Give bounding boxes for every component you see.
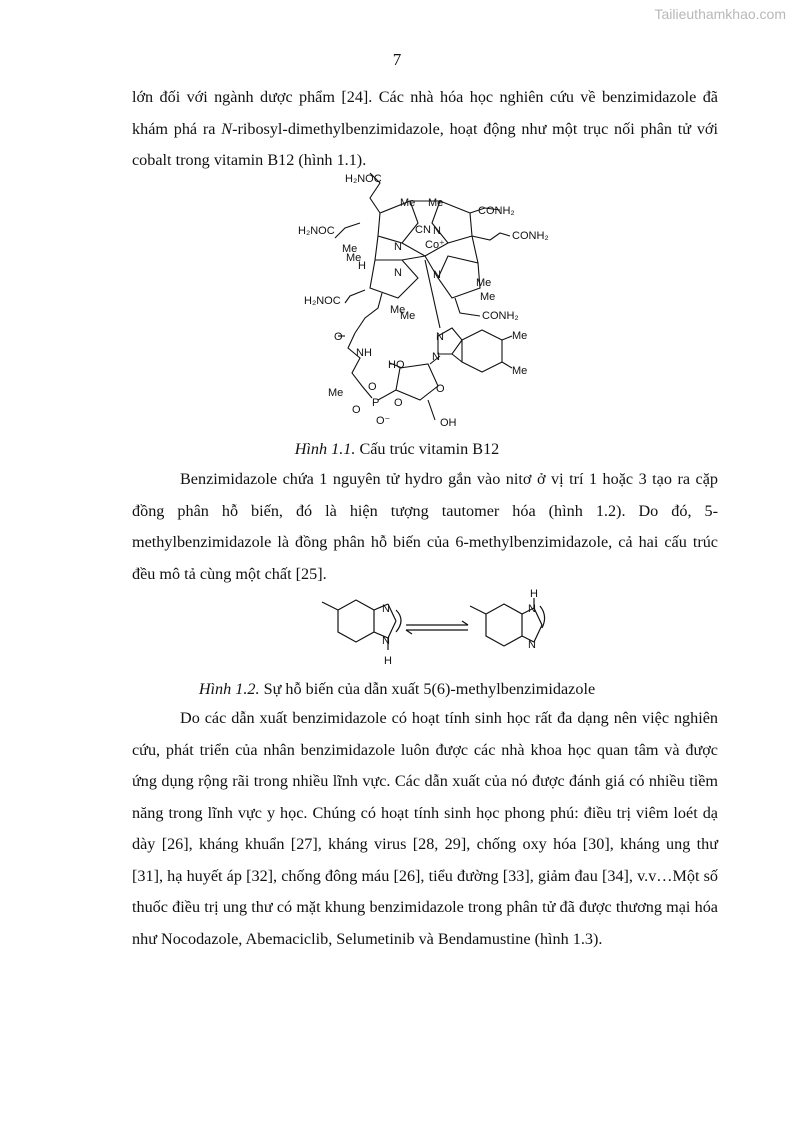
paragraph-2: Benzimidazole chứa 1 nguyên tử hydro gắn vào nitơ ở vị trí 1 hoặc 3 tạo ra cặp đồng phân hỗ biến, đó là hiện tượng tautomer hóa (hình 1.2). Do đó, 5-methylbenzimidazole là đồng phân hỗ biến của 6-methylbenzimidazole, cả hai cấu trúc đều mô tả cùng một chất [25].	[132, 470, 718, 583]
page-number: 7	[392, 50, 402, 69]
atom-n: N	[433, 225, 441, 237]
atom-n: N	[382, 603, 390, 615]
atom-me: Me	[512, 330, 528, 342]
italic-n: N	[221, 119, 233, 138]
paragraph-1: lớn đối với ngành dược phẩm [24]. Các nhà hóa học nghiên cứu về benzimidazole đã khám phá ra N-ribosyl-dimethylbenzimidazole, hoạt động như một trục nối phân tử với cobalt trong vitamin B12 (hình 1.1).	[132, 88, 718, 169]
atom-me: Me	[400, 197, 416, 209]
atom-p: P	[372, 397, 380, 409]
atom-me: Me	[512, 365, 528, 377]
atom-ho: HO	[388, 359, 405, 371]
atom-h: H	[358, 260, 366, 272]
atom-conh2-b: CONH₂	[512, 230, 549, 242]
atom-me: Me	[476, 277, 492, 289]
atom-o: O	[368, 381, 377, 393]
atom-me: Me	[346, 252, 362, 264]
atom-h2noc-top: H₂NOC	[345, 173, 382, 185]
atom-n: N	[394, 267, 402, 279]
atom-o: O	[394, 397, 403, 409]
atom-h: H	[530, 588, 538, 600]
atom-o: O	[334, 331, 343, 343]
vitamin-b12-structure	[290, 168, 570, 434]
paragraph-3: Do các dẫn xuất benzimidazole có hoạt tính sinh học rất đa dạng nên việc nghiên cứu, phát triển của nhân benzimidazole luôn được các nhà khoa học quan tâm và được ứng dụng rộng rãi trong nhiều lĩnh vực. Các dẫn xuất của nó được đánh giá có nhiều tiềm năng trong lĩnh vực y học. Chúng có hoạt tính sinh học phong phú: điều trị viêm loét dạ dày [26], kháng khuẩn [27], kháng virus [28, 29], chống oxy hóa [30], kháng ung thư [31], hạ huyết áp [32], chống đông máu [26], tiểu đường [33], giảm đau [34], v.v…Một số thuốc điều trị ung thư có mặt khung benzimidazole trong phân tử đã được thương mại hóa như Nocodazole, Abemaciclib, Selumetinib và Bendamustine (hình 1.3).	[132, 709, 718, 948]
atom-h2noc-bottom: H₂NOC	[304, 295, 341, 307]
atom-conh2-a: CONH₂	[478, 205, 515, 217]
atom-me: Me	[428, 197, 444, 209]
atom-me: Me	[480, 291, 496, 303]
atom-o: O	[436, 383, 445, 395]
atom-me: Me	[342, 243, 358, 255]
tautomerism-scheme	[296, 588, 556, 668]
atom-n: N	[382, 635, 390, 647]
atom-cn: CN	[415, 224, 431, 236]
atom-oh: OH	[440, 417, 457, 429]
atom-n: N	[394, 241, 402, 253]
atom-n: N	[436, 331, 444, 343]
atom-me: Me	[400, 310, 416, 322]
atom-n: N	[528, 603, 536, 615]
atom-n: N	[433, 269, 441, 281]
figure-2-caption: Hình 1.2. Sự hỗ biến của dẫn xuất 5(6)-methylbenzimidazole	[198, 680, 596, 698]
watermark: Tailieuthamkhao.com	[654, 6, 786, 22]
atom-me: Me	[390, 304, 406, 316]
atom-nh: NH	[356, 347, 372, 359]
atom-o-minus: O⁻	[376, 415, 391, 427]
atom-co: Co⁺	[425, 239, 445, 251]
atom-h2noc-left: H₂NOC	[298, 225, 335, 237]
atom-conh2-c: CONH₂	[482, 310, 519, 322]
atom-o: O	[352, 404, 361, 416]
atom-n: N	[528, 639, 536, 651]
figure-1-caption: Hình 1.1. Cấu trúc vitamin B12	[294, 440, 500, 458]
atom-n: N	[432, 351, 440, 363]
atom-h: H	[384, 655, 392, 667]
atom-me: Me	[328, 387, 344, 399]
